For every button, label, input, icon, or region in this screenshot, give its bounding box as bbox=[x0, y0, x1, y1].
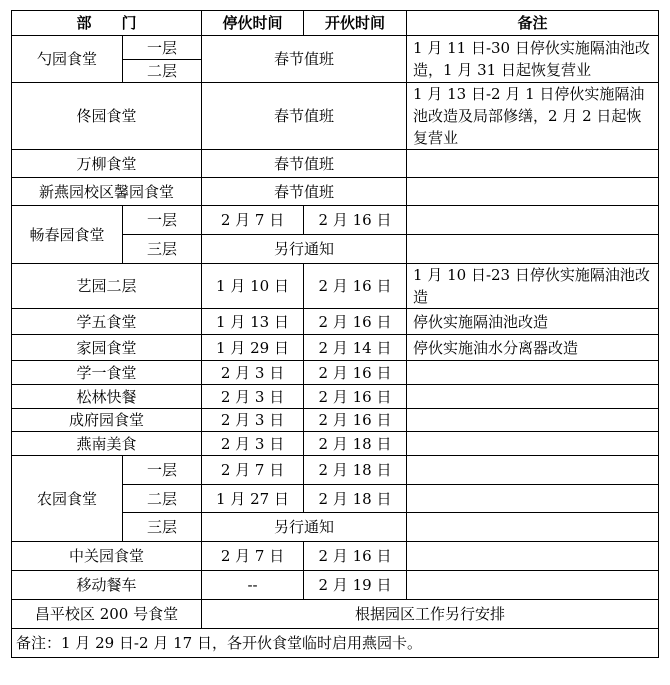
table-row bbox=[12, 432, 659, 456]
stop-cell: 1 月 13 日 bbox=[202, 309, 304, 335]
stop-cell: 2 月 3 日 bbox=[202, 361, 304, 385]
stop-cell: 2 月 7 日 bbox=[202, 542, 304, 571]
open-cell: 2 月 18 日 bbox=[304, 485, 407, 513]
note-cell bbox=[407, 456, 659, 485]
stop-cell: 2 月 3 日 bbox=[202, 432, 304, 456]
open-cell: 2 月 18 日 bbox=[304, 432, 407, 456]
table-header-row bbox=[12, 11, 659, 36]
period-cell: 根据园区工作另行安排 bbox=[202, 600, 659, 629]
canteen-name: 学五食堂 bbox=[12, 309, 202, 335]
footer-row bbox=[12, 629, 659, 658]
floor-label: 一层 bbox=[123, 36, 202, 60]
floor-label: 三层 bbox=[123, 235, 202, 264]
canteen-name: 佟园食堂 bbox=[12, 83, 202, 150]
table-row bbox=[12, 600, 659, 629]
header-open-time: 开伙时间 bbox=[304, 11, 407, 36]
table-row bbox=[12, 36, 659, 60]
note-cell: 停伙实施油水分离器改造 bbox=[407, 335, 659, 361]
stop-cell: 2 月 3 日 bbox=[202, 409, 304, 432]
table-row bbox=[12, 150, 659, 178]
note-cell bbox=[407, 361, 659, 385]
table-row bbox=[12, 571, 659, 600]
stop-cell: 1 月 27 日 bbox=[202, 485, 304, 513]
note-cell bbox=[407, 432, 659, 456]
note-cell: 1 月 13 日-2 月 1 日停伙实施隔油池改造及局部修缮，2 月 2 日起恢复营业 bbox=[407, 83, 659, 150]
table-row bbox=[12, 83, 659, 150]
note-cell: 1 月 11 日-30 日停伙实施隔油池改造，1 月 31 日起恢复营业 bbox=[407, 36, 659, 83]
canteen-name: 新燕园校区馨园食堂 bbox=[12, 178, 202, 206]
note-cell bbox=[407, 409, 659, 432]
open-cell: 2 月 16 日 bbox=[304, 309, 407, 335]
period-cell: 春节值班 bbox=[202, 178, 407, 206]
table-row bbox=[12, 456, 659, 485]
open-cell: 2 月 16 日 bbox=[304, 385, 407, 409]
canteen-name: 松林快餐 bbox=[12, 385, 202, 409]
canteen-name: 燕南美食 bbox=[12, 432, 202, 456]
period-cell: 春节值班 bbox=[202, 83, 407, 150]
floor-label: 二层 bbox=[123, 60, 202, 83]
table-row bbox=[12, 178, 659, 206]
stop-cell: -- bbox=[202, 571, 304, 600]
table-row bbox=[12, 361, 659, 385]
footer-note: 备注：1 月 29 日-2 月 17 日，各开伙食堂临时启用燕园卡。 bbox=[12, 629, 659, 658]
canteen-name: 昌平校区 200 号食堂 bbox=[12, 600, 202, 629]
open-cell: 2 月 16 日 bbox=[304, 409, 407, 432]
note-cell bbox=[407, 178, 659, 206]
floor-label: 一层 bbox=[123, 456, 202, 485]
table-row bbox=[12, 206, 659, 235]
open-cell: 2 月 16 日 bbox=[304, 542, 407, 571]
floor-label: 一层 bbox=[123, 206, 202, 235]
stop-cell: 1 月 29 日 bbox=[202, 335, 304, 361]
stop-cell: 2 月 7 日 bbox=[202, 456, 304, 485]
note-cell bbox=[407, 513, 659, 542]
period-cell: 另行通知 bbox=[202, 235, 407, 264]
period-cell: 另行通知 bbox=[202, 513, 407, 542]
canteen-name: 农园食堂 bbox=[12, 456, 123, 542]
note-cell: 停伙实施隔油池改造 bbox=[407, 309, 659, 335]
note-cell: 1 月 10 日-23 日停伙实施隔油池改造 bbox=[407, 264, 659, 309]
note-cell bbox=[407, 385, 659, 409]
period-cell: 春节值班 bbox=[202, 36, 407, 83]
open-cell: 2 月 18 日 bbox=[304, 456, 407, 485]
note-cell bbox=[407, 542, 659, 571]
open-cell: 2 月 16 日 bbox=[304, 206, 407, 235]
canteen-name: 艺园二层 bbox=[12, 264, 202, 309]
table-row bbox=[12, 309, 659, 335]
table-row bbox=[12, 409, 659, 432]
open-cell: 2 月 16 日 bbox=[304, 361, 407, 385]
table-row bbox=[12, 264, 659, 309]
stop-cell: 2 月 3 日 bbox=[202, 385, 304, 409]
period-cell: 春节值班 bbox=[202, 150, 407, 178]
canteen-name: 家园食堂 bbox=[12, 335, 202, 361]
note-cell bbox=[407, 206, 659, 235]
note-cell bbox=[407, 485, 659, 513]
stop-cell: 1 月 10 日 bbox=[202, 264, 304, 309]
open-cell: 2 月 14 日 bbox=[304, 335, 407, 361]
canteen-name: 中关园食堂 bbox=[12, 542, 202, 571]
canteen-name: 移动餐车 bbox=[12, 571, 202, 600]
canteen-name: 万柳食堂 bbox=[12, 150, 202, 178]
floor-label: 二层 bbox=[123, 485, 202, 513]
canteen-schedule-table bbox=[11, 10, 659, 658]
note-cell bbox=[407, 150, 659, 178]
header-stop-time: 停伙时间 bbox=[202, 11, 304, 36]
open-cell: 2 月 16 日 bbox=[304, 264, 407, 309]
floor-label: 三层 bbox=[123, 513, 202, 542]
table-row bbox=[12, 335, 659, 361]
stop-cell: 2 月 7 日 bbox=[202, 206, 304, 235]
header-dept: 部 门 bbox=[12, 11, 202, 36]
canteen-name: 成府园食堂 bbox=[12, 409, 202, 432]
header-note: 备注 bbox=[407, 11, 659, 36]
canteen-name: 学一食堂 bbox=[12, 361, 202, 385]
table-row bbox=[12, 385, 659, 409]
table-row bbox=[12, 542, 659, 571]
open-cell: 2 月 19 日 bbox=[304, 571, 407, 600]
note-cell bbox=[407, 571, 659, 600]
canteen-name: 畅春园食堂 bbox=[12, 206, 123, 264]
note-cell bbox=[407, 235, 659, 264]
canteen-name: 勺园食堂 bbox=[12, 36, 123, 83]
